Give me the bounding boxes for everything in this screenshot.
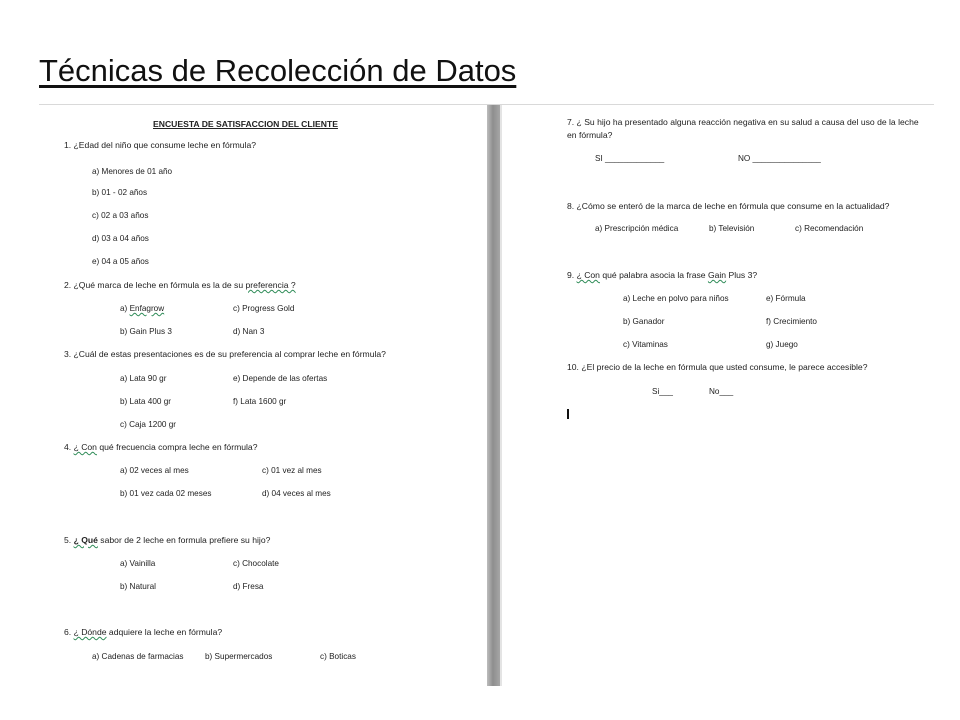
q6-prefix: 6. — [64, 627, 74, 637]
q6-marked-word: ¿ Dónde — [73, 627, 107, 637]
q1-option-e: e) 04 a 05 años — [92, 257, 149, 266]
q5-option-d: d) Fresa — [233, 582, 264, 591]
q1-option-b: b) 01 - 02 años — [92, 188, 148, 197]
q7-yes-blank: SI _____________ — [595, 154, 665, 163]
question-8: 8. ¿Cómo se enteró de la marca de leche en fórmula que consume en la actualidad? — [567, 201, 890, 211]
q9-marked-word-2: Gain — [707, 270, 727, 280]
q3-option-b: b) Lata 400 gr — [120, 397, 171, 406]
q4-option-c: c) 01 vez al mes — [262, 466, 322, 475]
q5-option-b: b) Natural — [120, 582, 156, 591]
q4-prefix: 4. — [64, 442, 74, 452]
q9-marked-word: ¿ Con — [576, 270, 600, 280]
q6-option-a: a) Cadenas de farmacias — [92, 652, 184, 661]
q5-marked-word: ¿ Qué — [73, 535, 98, 545]
q9-option-f: f) Crecimiento — [766, 317, 817, 326]
q6-option-b: b) Supermercados — [205, 652, 273, 661]
q9-option-a: a) Leche en polvo para niños — [623, 294, 729, 303]
q3-option-f: f) Lata 1600 gr — [233, 397, 287, 406]
q2-option-a-prefix: a) — [120, 304, 130, 313]
question-7-line1: 7. ¿ Su hijo ha presentado alguna reacción negativa en su salud a causa del uso de la leche — [567, 117, 919, 127]
q8-option-b: b) Televisión — [709, 224, 755, 233]
text-cursor — [567, 409, 569, 419]
q1-option-a: a) Menores de 01 año — [92, 167, 173, 176]
q1-option-d: d) 03 a 04 años — [92, 234, 149, 243]
q8-option-a: a) Prescripción médica — [595, 224, 679, 233]
question-1: 1. ¿Edad del niño que consume leche en fórmula? — [64, 140, 257, 150]
q8-option-c: c) Recomendación — [795, 224, 864, 233]
question-10: 10. ¿El precio de la leche en fórmula que usted consume, le parece accesible? — [567, 362, 868, 372]
q9-prefix: 9. — [567, 270, 577, 280]
q9-option-c: c) Vitaminas — [623, 340, 668, 349]
q9-option-e: e) Fórmula — [766, 294, 806, 303]
question-3: 3. ¿Cuál de estas presentaciones es de su preferencia al comprar leche en fórmula? — [64, 349, 386, 359]
question-9 — [567, 270, 757, 281]
q4-marked-word: ¿ Con — [73, 442, 97, 452]
q4-option-a: a) 02 veces al mes — [120, 466, 189, 475]
survey-heading: ENCUESTA DE SATISFACCION DEL CLIENTE — [153, 119, 338, 129]
q4-option-b: b) 01 vez cada 02 meses — [120, 489, 212, 498]
q4-option-d: d) 04 veces al mes — [262, 489, 331, 498]
survey-document-image — [55, 105, 935, 686]
q1-option-c: c) 02 a 03 años — [92, 211, 149, 220]
q2-marked-word: preferencia ? — [245, 280, 296, 290]
q5-option-c: c) Chocolate — [233, 559, 279, 568]
q5-text: sabor de 2 leche en formula prefiere su hijo? — [97, 535, 271, 545]
q9-option-g: g) Juego — [766, 340, 798, 349]
q2-option-c: c) Progress Gold — [233, 304, 295, 313]
q2-text: 2. ¿Qué marca de leche en fórmula es la de su — [64, 280, 246, 290]
question-2 — [64, 280, 296, 291]
slide-title: Técnicas de Recolección de Datos — [39, 53, 517, 88]
q5-option-a: a) Vainilla — [120, 559, 156, 568]
question-4 — [64, 442, 257, 453]
q7-no-blank: NO _______________ — [738, 154, 821, 163]
q2-option-a-word: Enfagrow — [129, 304, 165, 313]
q5-prefix: 5. — [64, 535, 74, 545]
q3-option-e: e) Depende de las ofertas — [233, 374, 328, 383]
page-gutter — [487, 105, 500, 686]
q3-option-c: c) Caja 1200 gr — [120, 420, 176, 429]
q9-text-end: Plus 3? — [726, 270, 758, 280]
q10-no-blank: No___ — [709, 387, 734, 396]
q6-option-c: c) Boticas — [320, 652, 356, 661]
q4-text: qué frecuencia compra leche en fórmula? — [96, 442, 258, 452]
q9-option-b: b) Ganador — [623, 317, 665, 326]
question-6 — [64, 627, 222, 638]
q2-option-b: b) Gain Plus 3 — [120, 327, 172, 336]
q10-yes-blank: Si___ — [652, 387, 673, 396]
q3-option-a: a) Lata 90 gr — [120, 374, 167, 383]
q2-option-a — [120, 303, 164, 314]
question-5 — [64, 535, 270, 546]
question-7-line2: en fórmula? — [567, 130, 613, 140]
q6-text: adquiere la leche en fórmula? — [106, 627, 223, 637]
q9-text: qué palabra asocia la frase — [599, 270, 708, 280]
page-gutter-shadow — [500, 105, 502, 686]
q2-option-d: d) Nan 3 — [233, 327, 265, 336]
